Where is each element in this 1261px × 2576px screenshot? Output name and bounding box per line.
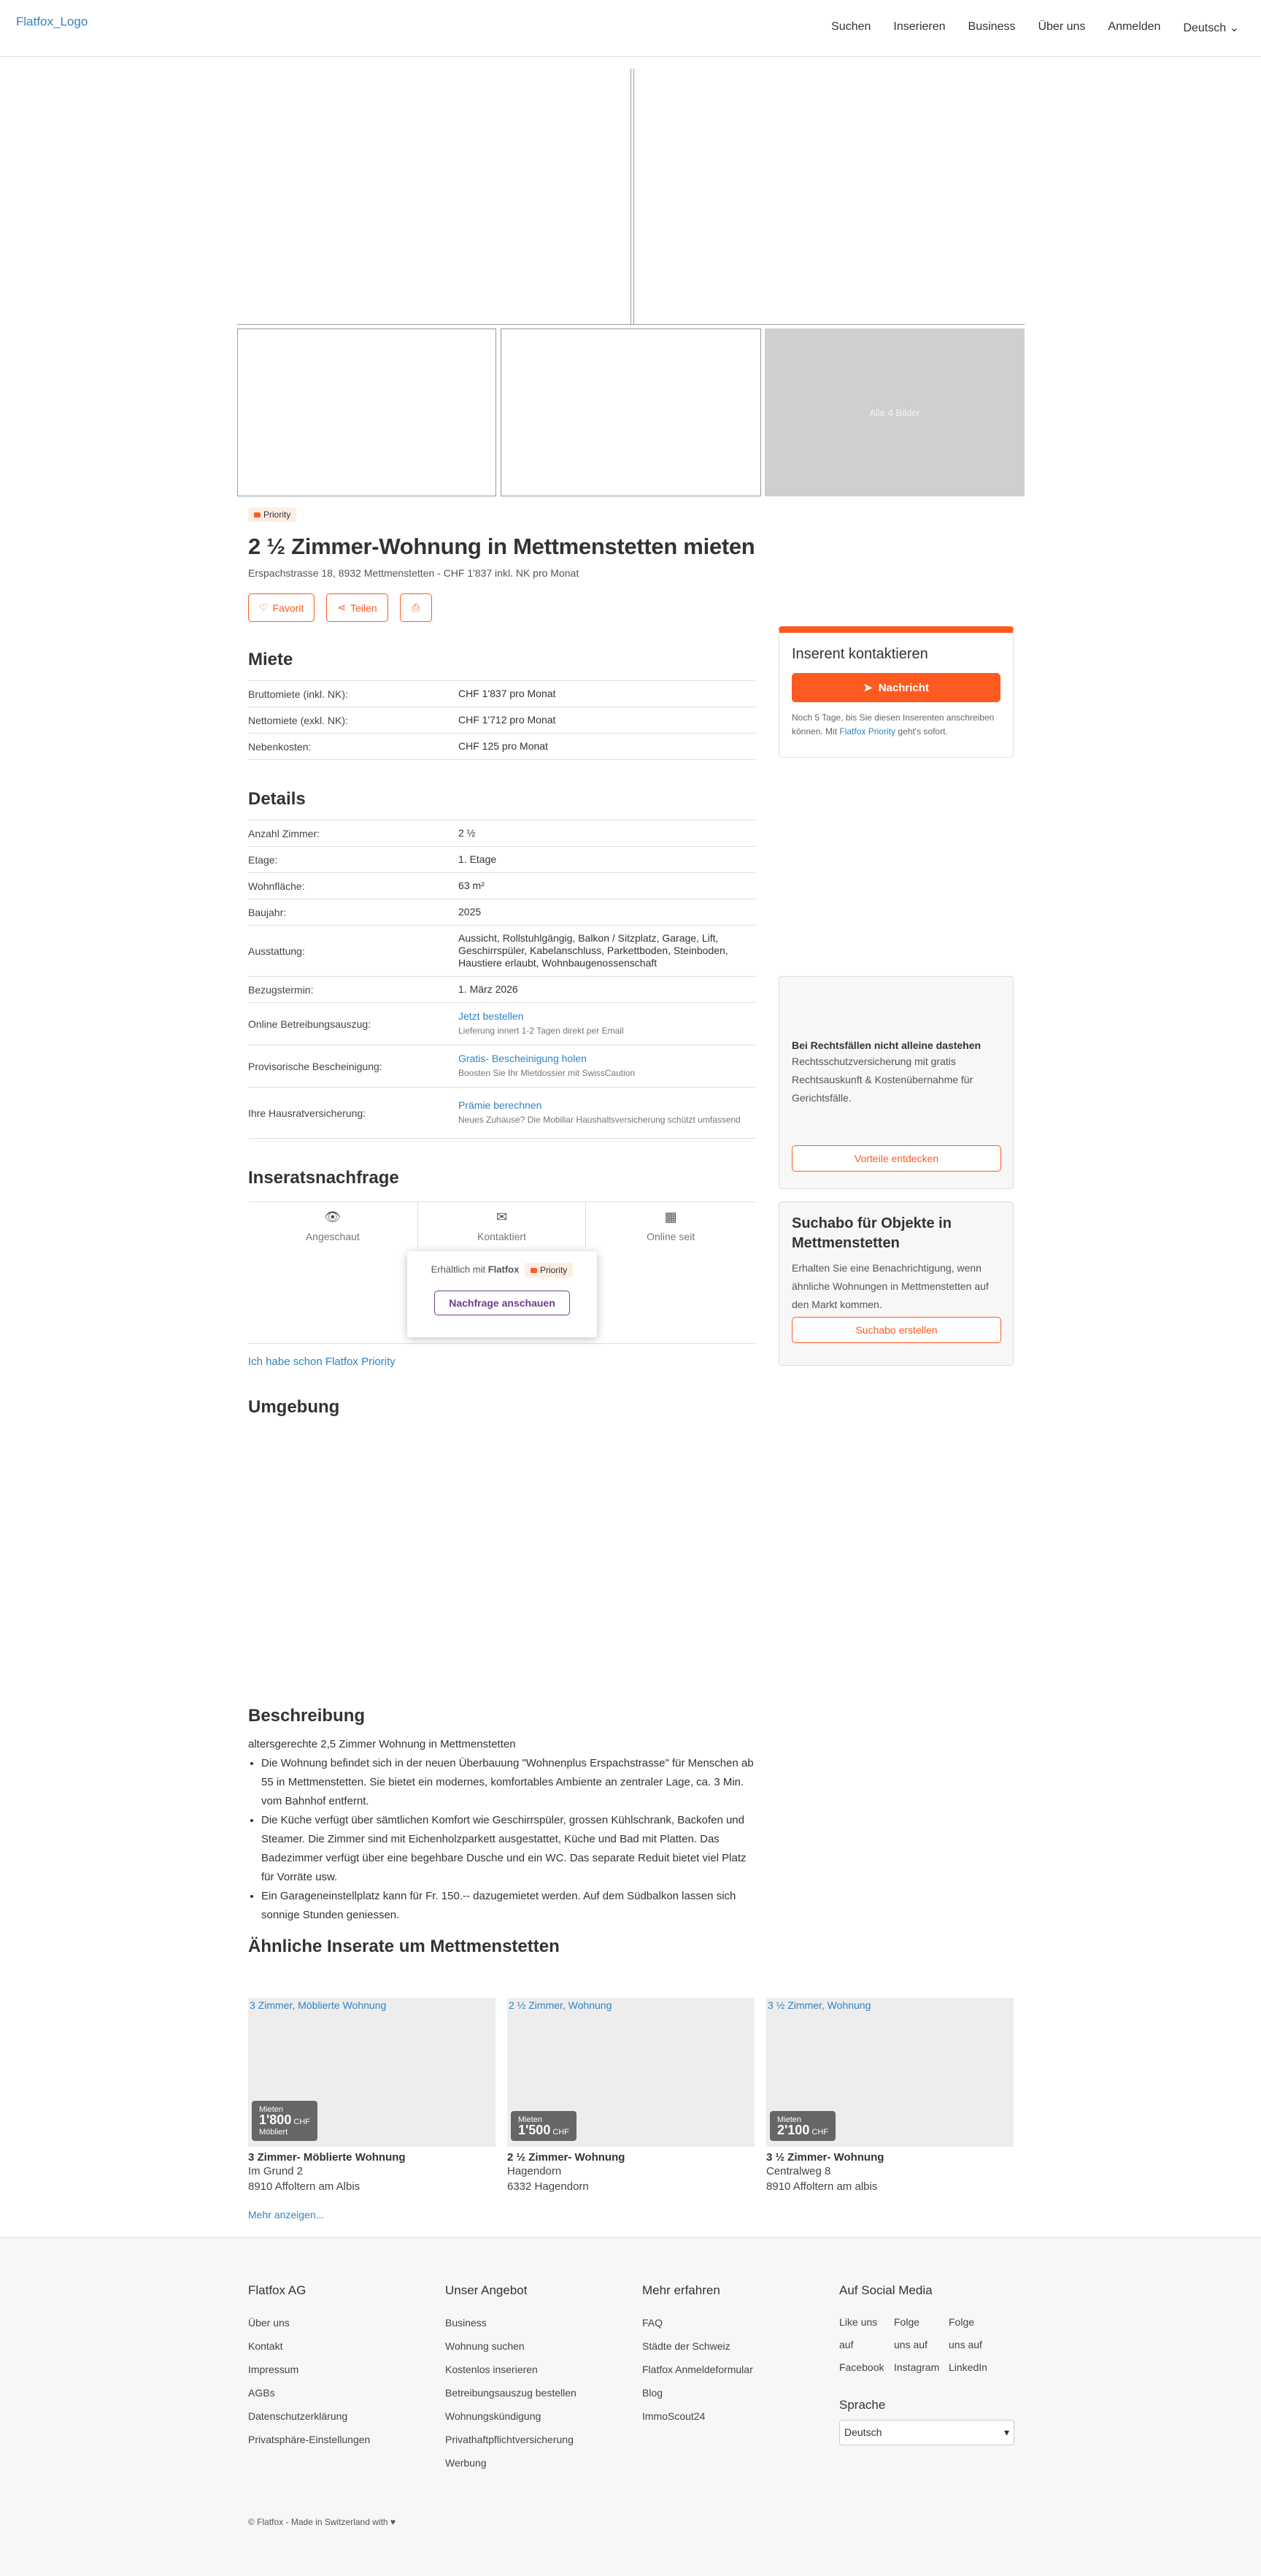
footer-link[interactable]: Impressum: [248, 2364, 299, 2375]
footer-link[interactable]: Kostenlos inserieren: [445, 2364, 538, 2375]
similar-card-2[interactable]: [507, 1998, 755, 2194]
row-key: Online Betreibungsauszug:: [248, 1018, 371, 1030]
row-key: Etage:: [248, 853, 278, 866]
social-links: [839, 2311, 1014, 2379]
row-key: Provisorische Bescheinigung:: [248, 1060, 382, 1072]
nav-ueber-uns[interactable]: Über uns: [1038, 20, 1086, 33]
row-key: Ausstattung:: [248, 945, 305, 957]
search-alert-card: [779, 1202, 1014, 1366]
stat-online-since: [586, 1202, 755, 1343]
copyright: © Flatfox - Made in Switzerland with ♥: [248, 2517, 396, 2527]
mail-icon: ✉: [495, 1210, 508, 1224]
row-key: Bruttomiete (inkl. NK):: [248, 688, 348, 700]
stat-label: Online seit: [647, 1231, 695, 1242]
priority-icon: [531, 1268, 537, 1273]
table-row: [248, 926, 755, 977]
similar-title: 2 ½ Zimmer- Wohnung: [507, 2151, 625, 2164]
stat-label: Kontaktiert: [477, 1231, 526, 1242]
insurance-premium-link[interactable]: Prämie berechnen: [458, 1099, 542, 1111]
show-more-link[interactable]: Mehr anzeigen...: [248, 2209, 325, 2221]
footer-col-more: [642, 2283, 753, 2428]
action-buttons: [248, 593, 755, 622]
priority-label: Priority: [263, 510, 291, 520]
nav-business[interactable]: Business: [968, 20, 1016, 33]
similar-card-1[interactable]: [248, 1998, 495, 2194]
row-key: Bezugstermin:: [248, 983, 314, 996]
insurance-button[interactable]: Vorteile entdecken: [792, 1145, 1001, 1172]
details-heading: Details: [248, 789, 306, 809]
flatfox-logo[interactable]: Flatfox_Logo: [16, 15, 88, 28]
row-key: Baujahr:: [248, 906, 287, 918]
similar-image: [766, 1998, 1014, 2147]
list-item: • Die Küche verfügt über sämtlichen Komfort wie Geschirrspüler, grossen Kühlschrank, Backofen und Steamer. Die Zimmer sind mit Eichenholzparkett ausgestattet, Küche und Bad mit Platten. Das Badezimmer verfügt über eine begehbare Dusche und ein WC. Das separate Reduit bietet viel Platz für Vorräte usw.: [261, 1811, 755, 1887]
similar-street: Centralweg 8: [766, 2165, 831, 2177]
footer-link[interactable]: Business: [445, 2317, 487, 2329]
row-value: 2025: [458, 906, 482, 918]
image-gallery: [237, 69, 1025, 496]
row-key: Ihre Hausratversicherung:: [248, 1107, 366, 1119]
footer-link[interactable]: Datenschutzerklärung: [248, 2410, 348, 2422]
instagram-follow[interactable]: Folge uns auf Instagram: [894, 2316, 940, 2373]
row-value: 2 ½: [458, 827, 476, 839]
footer-link[interactable]: Werbung: [445, 2457, 487, 2469]
table-row: [248, 707, 755, 734]
chevron-down-icon: ⌄: [1229, 22, 1239, 34]
table-row: [248, 820, 755, 847]
similar-image-caption: 2 ½ Zimmer, Wohnung: [509, 1999, 612, 2011]
table-row: [248, 1045, 755, 1088]
similar-card-3[interactable]: [766, 1998, 1014, 2194]
inquiry-heading: Inseratsnachfrage: [248, 1168, 399, 1188]
have-priority-link[interactable]: Ich habe schon Flatfox Priority: [248, 1356, 396, 1368]
footer-link[interactable]: Wohnung suchen: [445, 2340, 525, 2352]
table-row: [248, 1003, 755, 1045]
footer-link[interactable]: Betreibungsauszug bestellen: [445, 2387, 576, 2399]
table-row: [248, 847, 755, 873]
price-currency: CHF: [552, 2128, 569, 2137]
row-key: Wohnfläche:: [248, 880, 305, 892]
stat-label: Angeschaut: [305, 1231, 360, 1242]
description-list: [248, 1754, 755, 1925]
similar-city: 8910 Affoltern am Albis: [248, 2180, 360, 2193]
footer-heading: Mehr erfahren: [642, 2283, 720, 2297]
favorite-label: Favorit: [272, 601, 304, 614]
table-row: [248, 1088, 755, 1139]
priority-badge: [248, 507, 296, 522]
price-tag: [770, 2111, 836, 2141]
row-value: 1. Etage: [458, 853, 497, 865]
footer-link[interactable]: Privatsphäre-Einstellungen: [248, 2434, 371, 2445]
similar-city: 6332 Hagendorn: [507, 2180, 589, 2193]
listing-main: [248, 507, 755, 1957]
price-value: 2'100: [777, 2123, 810, 2137]
details-table: [248, 820, 755, 1139]
certificate-link[interactable]: Gratis- Bescheinigung holen: [458, 1053, 587, 1064]
similar-image-caption: 3 ½ Zimmer, Wohnung: [768, 1999, 871, 2011]
priority-icon: [254, 512, 261, 518]
footer-link[interactable]: FAQ: [642, 2317, 663, 2329]
nav-anmelden[interactable]: Anmelden: [1108, 20, 1161, 33]
row-value: [458, 1050, 755, 1083]
contact-note-text: Noch 5 Tage, bis Sie diesen Inserenten anschreiben können. Mit: [792, 712, 995, 737]
row-value: [458, 1007, 755, 1040]
footer-heading: Flatfox AG: [248, 2283, 306, 2297]
footer-link[interactable]: Über uns: [248, 2317, 290, 2329]
footer-link[interactable]: Privathaftpflichtversicherung: [445, 2434, 574, 2445]
caret-down-icon: ▾: [1003, 2426, 1009, 2438]
message-label: Nachricht: [878, 681, 929, 694]
gallery-all-images[interactable]: [765, 328, 1025, 496]
row-key: Nettomiete (exkl. NK):: [248, 714, 348, 726]
list-item: • Ein Garageneinstellplatz kann für Fr. 150.-- dazugemietet werden. Auf dem Südbalkon lassen sich sonnige Stunden geniessen.: [261, 1887, 755, 1925]
similar-heading: Ähnliche Inserate um Mettmenstetten: [248, 1937, 560, 1956]
print-button[interactable]: [400, 593, 432, 622]
gallery-divider: [630, 69, 634, 325]
footer-heading: Unser Angebot: [445, 2283, 528, 2297]
similar-street: Hagendorn: [507, 2165, 562, 2177]
table-row: [248, 899, 755, 926]
linkedin-follow[interactable]: Folge uns auf LinkedIn: [949, 2316, 987, 2373]
rent-heading: Miete: [248, 650, 293, 669]
row-value: CHF 1'837 pro Monat: [458, 688, 556, 699]
nav-inserieren[interactable]: Inserieren: [893, 20, 946, 33]
price-label: Mieten: [777, 2115, 802, 2124]
footer-link[interactable]: ImmoScout24: [642, 2410, 706, 2422]
heart-icon: ♡: [259, 601, 269, 613]
language-value: Deutsch: [844, 2426, 882, 2438]
row-value: 1. März 2026: [458, 983, 518, 995]
language-select[interactable]: [839, 2420, 1014, 2445]
calendar-icon: ▦: [664, 1210, 677, 1224]
description-intro: altersgerechte 2,5 Zimmer Wohnung in Mettmenstetten: [248, 1738, 516, 1750]
similar-city: 8910 Affoltern am albis: [766, 2180, 878, 2193]
table-row: [248, 681, 755, 707]
create-alert-button[interactable]: Suchabo erstellen: [792, 1317, 1001, 1343]
similar-image: [507, 1998, 755, 2147]
main-nav: [831, 20, 1239, 35]
similar-image: [248, 1998, 495, 2147]
listing-subtitle: Erspachstrasse 18, 8932 Mettmenstetten - CHF 1'837 inkl. NK pro Monat: [248, 567, 579, 579]
price-label: Mieten: [259, 2105, 284, 2114]
footer-link[interactable]: Wohnungskündigung: [445, 2410, 541, 2422]
row-value: 63 m²: [458, 880, 485, 891]
price-value: 1'500: [518, 2123, 551, 2137]
table-row: [248, 977, 755, 1003]
nav-suchen[interactable]: Suchen: [831, 20, 871, 33]
share-icon: ⋖: [337, 601, 347, 613]
priority-popup: [407, 1251, 597, 1337]
gallery-thumb-1[interactable]: [237, 328, 496, 496]
language-switcher[interactable]: [1183, 20, 1239, 35]
price-label: Mieten: [518, 2115, 543, 2124]
insurance-title: Bei Rechtsfällen nicht alleine dastehen: [792, 1039, 982, 1051]
facebook-like[interactable]: Like uns auf Facebook: [839, 2316, 884, 2373]
alert-text: Erhalten Sie eine Benachrichtigung, wenn ähnliche Wohnungen in Mettmenstetten auf den Markt kommen.: [792, 1262, 989, 1310]
map-area[interactable]: [248, 1418, 755, 1706]
inquiry-stats: [248, 1202, 755, 1344]
footer-col-offer: [445, 2283, 576, 2475]
price-tag: [252, 2101, 317, 2141]
contact-note: [792, 711, 1000, 739]
row-note: Neues Zuhause? Die Mobiliar Haushaltsversicherung schützt umfassend: [458, 1115, 741, 1125]
page-title: 2 ½ Zimmer-Wohnung in Mettmenstetten mieten: [248, 534, 755, 559]
gallery-thumb-2[interactable]: [501, 328, 761, 496]
row-value: CHF 1'712 pro Monat: [458, 714, 556, 726]
row-value: [458, 1096, 755, 1129]
site-footer: [0, 2237, 1261, 2576]
row-note: Boosten Sie Ihr Mietdossier mit SwissCaution: [458, 1068, 636, 1078]
priority-badge: [525, 1263, 573, 1277]
priority-label: Priority: [539, 1265, 568, 1275]
favorite-button[interactable]: [248, 593, 315, 622]
stat-contacted: [417, 1202, 587, 1247]
contact-box: [779, 626, 1014, 758]
all-images-label: Alle 4 Bilder: [869, 407, 920, 418]
order-extract-link[interactable]: Jetzt bestellen: [458, 1010, 524, 1022]
price-currency: CHF: [811, 2128, 828, 2137]
footer-link[interactable]: Flatfox Anmeldeformular: [642, 2364, 753, 2375]
message-button[interactable]: [792, 673, 1000, 702]
row-key: Anzahl Zimmer:: [248, 827, 320, 839]
alert-title: Suchabo für Objekte in Mettmenstetten: [792, 1215, 952, 1251]
print-icon: ⎙: [412, 601, 420, 613]
price-extra: Möbliert: [259, 2128, 288, 2137]
share-button[interactable]: [326, 593, 387, 622]
eye-icon: 👁: [324, 1210, 342, 1224]
surroundings-heading: Umgebung: [248, 1397, 340, 1417]
row-value: Aussicht, Rollstuhlgängig, Balkon / Sitzplatz, Garage, Lift, Geschirrspüler, Kabelanschluss, Parkettboden, Steinboden, Haustiere erlaubt, Wohnbaugenossenschaft: [458, 932, 728, 969]
row-value: CHF 125 pro Monat: [458, 740, 548, 752]
share-label: Teilen: [350, 601, 377, 614]
stat-viewed: [248, 1202, 417, 1343]
insurance-card: [779, 976, 1014, 1189]
footer-heading: Sprache: [839, 2398, 886, 2412]
table-row: [248, 734, 755, 760]
popup-brand: Flatfox: [487, 1264, 520, 1275]
footer-link[interactable]: Städte der Schweiz: [642, 2340, 730, 2352]
priority-link[interactable]: Flatfox Priority: [839, 726, 896, 737]
footer-col-company: [248, 2283, 370, 2451]
row-key: Nebenkosten:: [248, 740, 312, 753]
insurance-text: Rechtsschutzversicherung mit gratis Rechtsauskunft & Kostenübernahme für Gerichtsfälle.: [792, 1056, 973, 1104]
gallery-main-image[interactable]: [237, 69, 1025, 325]
description-heading: Beschreibung: [248, 1706, 366, 1726]
price-currency: CHF: [293, 2118, 310, 2126]
similar-street: Im Grund 2: [248, 2165, 304, 2177]
footer-heading: Auf Social Media: [839, 2283, 933, 2297]
language-label: Deutsch: [1183, 22, 1227, 34]
footer-link[interactable]: Blog: [642, 2387, 663, 2399]
footer-link[interactable]: Kontakt: [248, 2340, 283, 2352]
price-tag: [511, 2111, 576, 2141]
table-row: [248, 873, 755, 899]
description-text: [248, 1735, 755, 1925]
similar-title: 3 ½ Zimmer- Wohnung: [766, 2151, 884, 2164]
site-header: [0, 0, 1261, 57]
similar-image-caption: 3 Zimmer, Möblierte Wohnung: [250, 1999, 387, 2011]
view-inquiry-button[interactable]: Nachfrage anschauen: [434, 1291, 570, 1315]
similar-title: 3 Zimmer- Möblierte Wohnung: [248, 2151, 406, 2164]
footer-col-social: [839, 2283, 1014, 2445]
list-item: • Die Wohnung befindet sich in der neuen Überbauung "Wohnenplus Erspachstrasse" für Menschen ab 55 in Mettmenstetten. Sie bietet ein modernes, komfortables Ambiente an zentraler Lage, ca. 3 Min. vom Bahnhof entfernt.: [261, 1754, 755, 1811]
send-icon: ➤: [863, 682, 873, 694]
rent-table: [248, 680, 755, 760]
contact-title: Inserent kontaktieren: [792, 646, 928, 662]
footer-link[interactable]: AGBs: [248, 2387, 275, 2399]
contact-note-end: geht's sofort.: [898, 726, 948, 737]
popup-text: Erhältlich mit: [431, 1264, 486, 1275]
price-value: 1'800: [259, 2112, 292, 2127]
row-note: Lieferung innert 1-2 Tagen direkt per Email: [458, 1026, 624, 1036]
